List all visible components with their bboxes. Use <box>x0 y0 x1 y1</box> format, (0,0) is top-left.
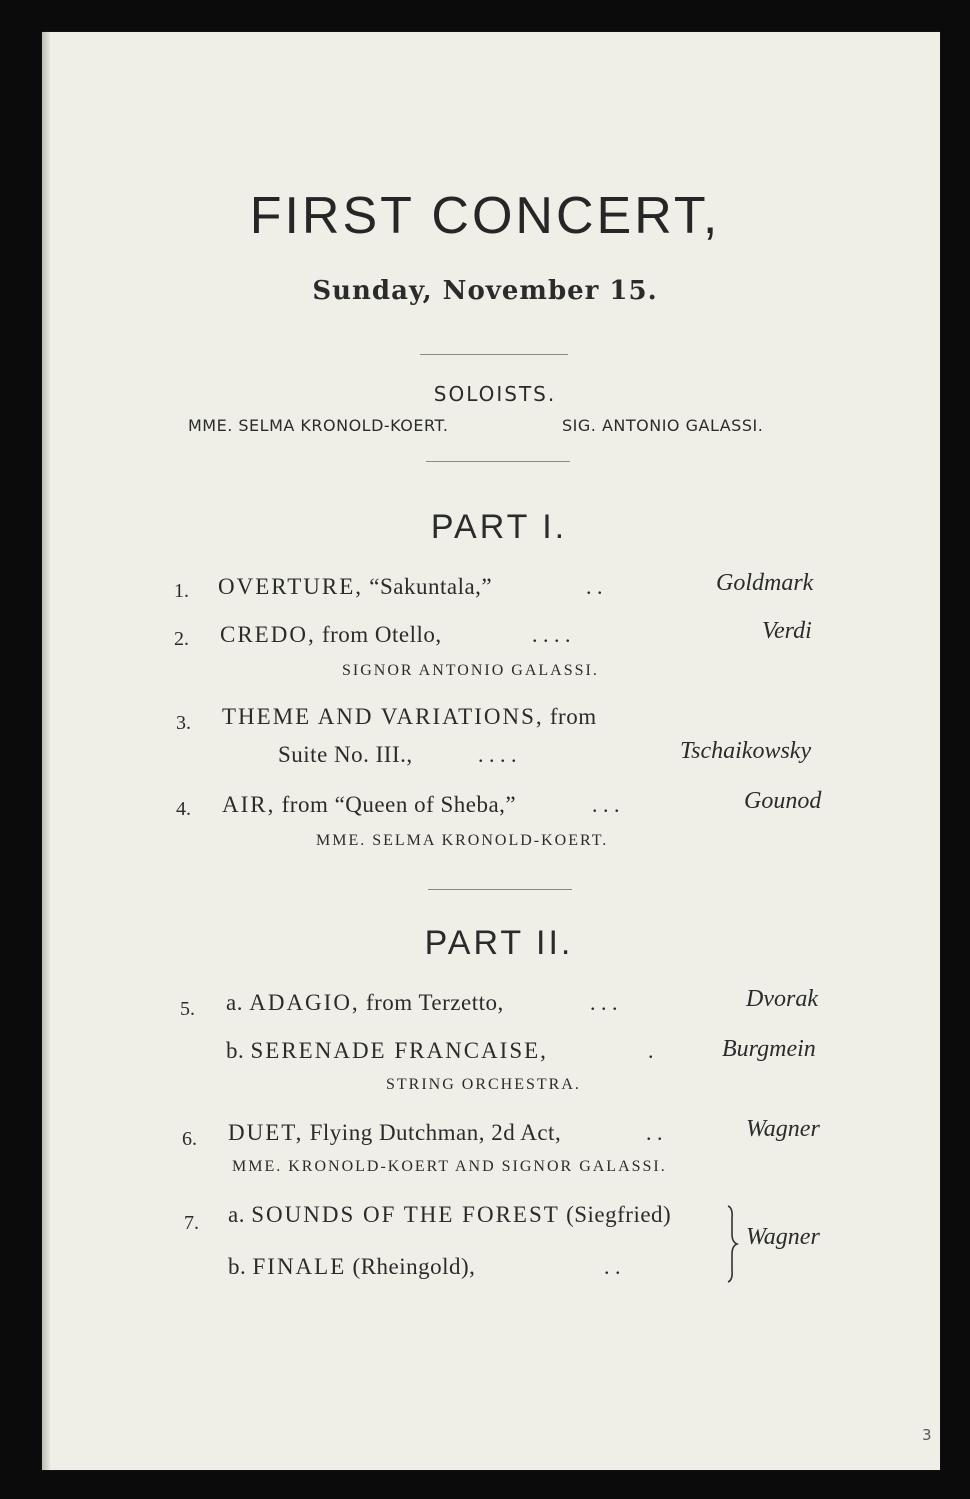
soloist-name: MME. SELMA KRONOLD-KOERT. <box>188 416 449 435</box>
sub-item-label: b. <box>226 1038 245 1063</box>
item-number: 6. <box>182 1128 197 1150</box>
part-heading: PART II. <box>424 924 574 962</box>
piece-title-caps: SERENADE FRANCAISE, <box>250 1038 548 1063</box>
page-number: 3 <box>922 1426 932 1444</box>
composer-name: Tschaikowsky <box>680 738 812 764</box>
sub-item-label: a. <box>226 990 243 1015</box>
divider-rule <box>428 889 572 890</box>
dot-leader: . . . . <box>478 742 517 767</box>
piece-title <box>226 990 504 1016</box>
piece-title-rest: from “Queen of Sheba,” <box>281 792 517 817</box>
dot-leader: . . . <box>592 792 620 817</box>
piece-title-caps: DUET, <box>228 1120 304 1145</box>
item-number: 1. <box>174 580 189 602</box>
concert-date: Sunday, November 15. <box>312 276 658 306</box>
composer-name: Goldmark <box>716 570 814 596</box>
piece-title-rest: Flying Dutchman, 2d Act, <box>309 1120 562 1145</box>
composer-name: Wagner <box>746 1116 820 1142</box>
piece-title-rest: from Otello, <box>321 622 442 647</box>
soloist-name: SIG. ANTONIO GALASSI. <box>562 416 764 435</box>
piece-title <box>222 704 597 730</box>
page-binding-edge <box>42 32 50 1470</box>
piece-title <box>228 1254 475 1280</box>
piece-title-caps: SOUNDS OF THE FOREST <box>251 1202 560 1227</box>
sub-item-label: b. <box>228 1254 247 1279</box>
performer-credit: MME. SELMA KRONOLD-KOERT. <box>316 832 609 849</box>
dot-leader: . <box>648 1038 654 1063</box>
item-number: 5. <box>180 998 195 1020</box>
composer-name: Burgmein <box>722 1036 816 1062</box>
composer-name: Dvorak <box>746 986 818 1012</box>
curly-brace-icon <box>722 1204 744 1284</box>
composer-name: Verdi <box>762 618 812 644</box>
item-number: 7. <box>184 1212 199 1234</box>
piece-title-caps: CREDO, <box>220 622 316 647</box>
performer-credit: STRING ORCHESTRA. <box>386 1076 581 1093</box>
sub-item-label: a. <box>228 1202 245 1227</box>
dot-leader: . . <box>604 1254 621 1279</box>
item-number: 4. <box>176 798 191 820</box>
part-heading: PART I. <box>430 508 568 546</box>
piece-title-rest: from <box>549 704 597 729</box>
composer-name: Wagner <box>746 1224 820 1250</box>
piece-title-rest: “Sakuntala,” <box>369 574 493 599</box>
divider-rule <box>420 354 568 355</box>
piece-title <box>226 1038 548 1064</box>
composer-name: Gounod <box>744 788 822 814</box>
piece-title-caps: OVERTURE, <box>218 574 364 599</box>
piece-title-rest: from Terzetto, <box>365 990 504 1015</box>
performer-credit: SIGNOR ANTONIO GALASSI. <box>342 662 599 679</box>
dot-leader: . . <box>586 574 603 599</box>
piece-title <box>222 792 516 818</box>
piece-title-line2: Suite No. III., <box>278 742 413 767</box>
divider-rule <box>426 461 570 462</box>
performer-credit: MME. KRONOLD-KOERT AND SIGNOR GALASSI. <box>232 1158 667 1175</box>
dot-leader: . . <box>646 1120 663 1145</box>
piece-title <box>220 622 442 648</box>
dot-leader: . . . <box>590 990 618 1015</box>
piece-title-caps: ADAGIO, <box>249 990 360 1015</box>
piece-title-caps: THEME AND VARIATIONS, <box>222 704 544 729</box>
piece-title <box>228 1202 671 1228</box>
piece-title-caps: FINALE <box>252 1254 347 1279</box>
soloists-heading: SOLOISTS. <box>433 382 557 406</box>
piece-title-caps: AIR, <box>222 792 276 817</box>
item-number: 3. <box>176 712 191 734</box>
piece-title-rest: (Rheingold), <box>352 1254 476 1279</box>
concert-title: FIRST CONCERT, <box>249 187 721 245</box>
piece-title <box>218 574 492 600</box>
piece-title <box>228 1120 561 1146</box>
item-number: 2. <box>174 628 189 650</box>
dot-leader: . . . . <box>532 622 571 647</box>
piece-title-rest: (Siegfried) <box>566 1202 672 1227</box>
